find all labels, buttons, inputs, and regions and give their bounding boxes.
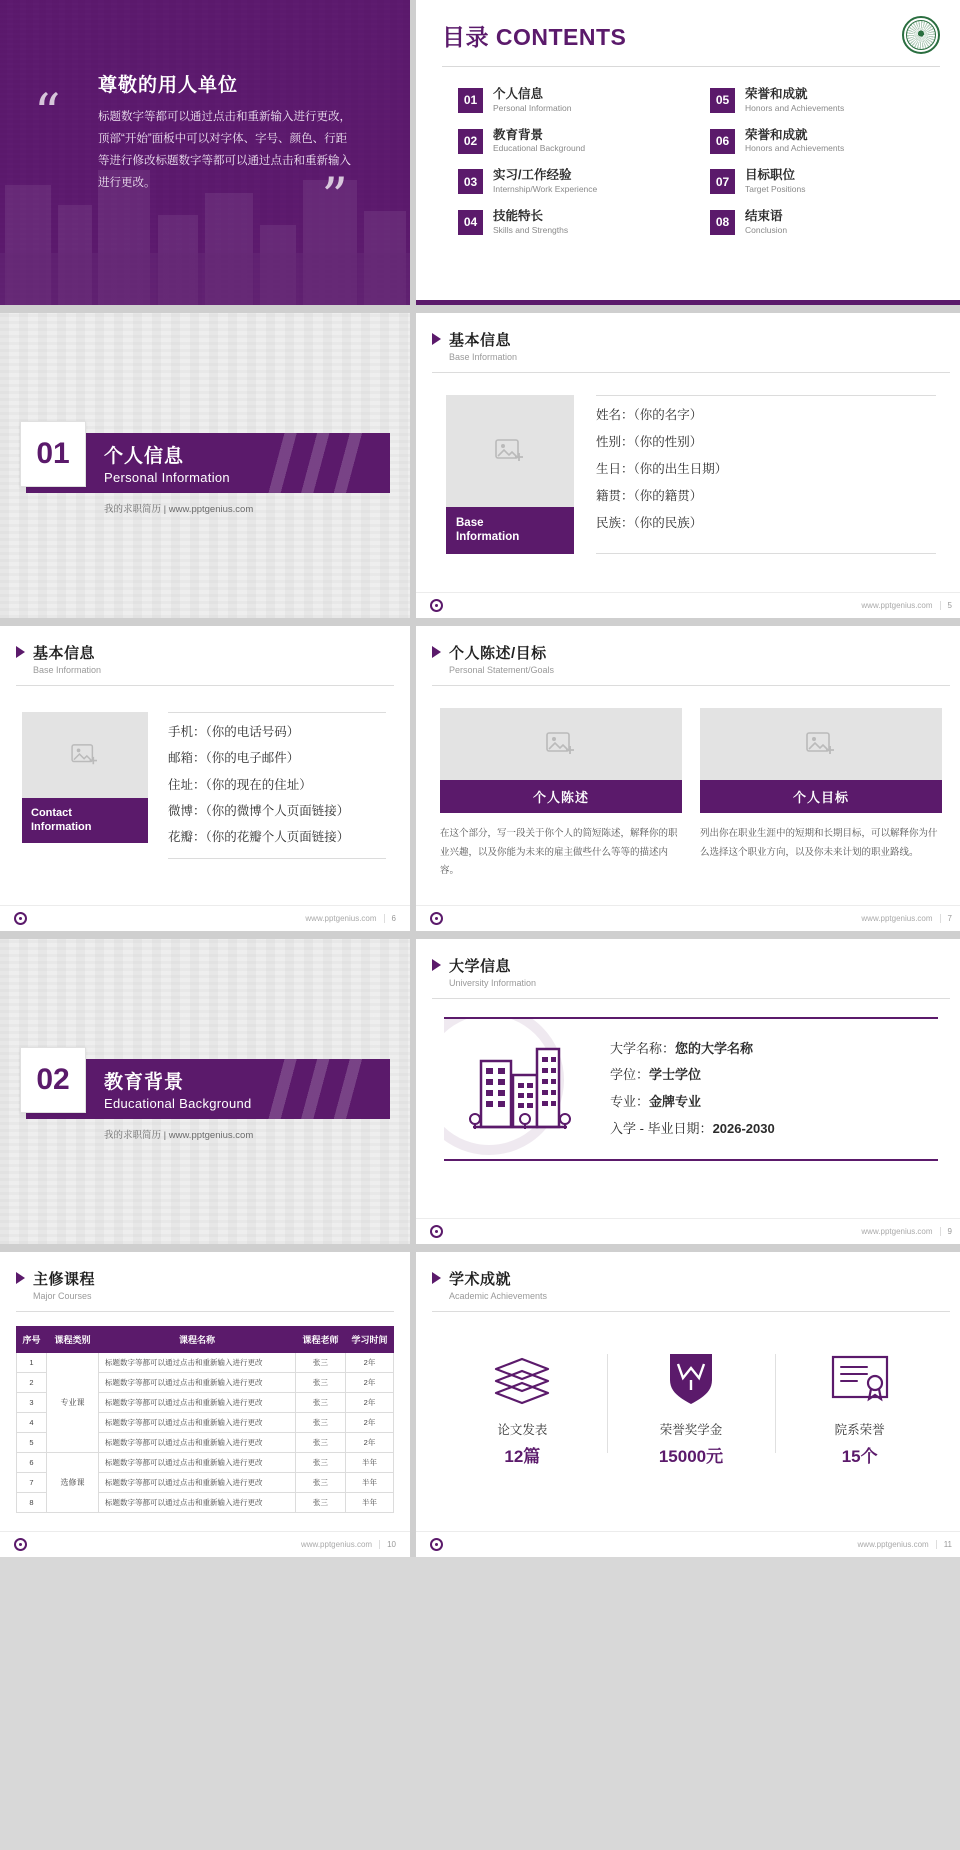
slide-contents — [416, 0, 960, 305]
achievement-item — [775, 1348, 944, 1467]
base-field[interactable]: 生日：（你的出生日期） — [596, 461, 728, 476]
photo-caption — [446, 507, 574, 554]
cover-body: 标题数字等都可以通过点击和重新输入进行更改，顶部“开始”面板中可以对字体、字号、颜色、行距等进行修改标题数字等都可以通过点击和重新输入进行更改。 — [98, 111, 351, 189]
contents-header — [416, 0, 960, 54]
header-title-en: Personal Statement/Goals — [449, 665, 555, 675]
toc-label-en: Conclusion — [745, 224, 788, 235]
slide-university-information — [416, 939, 960, 1244]
base-field[interactable]: 姓名：（你的名字） — [596, 408, 703, 422]
toc-number: 03 — [458, 169, 483, 194]
photo-caption — [22, 798, 148, 843]
cell-no: 4 — [17, 1413, 47, 1433]
medal-glyph — [664, 1350, 718, 1408]
university-field[interactable] — [610, 1089, 928, 1116]
footer-site: www.pptgenius.com — [300, 1540, 373, 1549]
field-value: 学士学位 — [649, 1067, 702, 1083]
base-field[interactable]: 民族：（你的民族） — [596, 515, 703, 530]
building-icon — [467, 1035, 571, 1143]
cell-no: 1 — [17, 1353, 47, 1373]
field-label: 大学名称： — [610, 1040, 676, 1056]
slide-contact-information — [0, 626, 410, 931]
cell-teacher: 张三 — [296, 1453, 346, 1473]
image-placeholder-icon — [806, 731, 836, 757]
toc-item[interactable] — [710, 209, 932, 236]
slide-footer — [416, 1218, 960, 1244]
contents-title — [442, 19, 626, 52]
achievements-list — [416, 1312, 960, 1467]
toc-label-cn: 结束语 — [745, 209, 783, 224]
contents-title-cn: 目录 — [442, 23, 489, 50]
footer-logo-icon — [430, 599, 443, 612]
achievement-item — [438, 1348, 607, 1467]
contact-field[interactable]: 住址：（你的现在的住址） — [168, 777, 312, 792]
photo-caption-line1: Base — [456, 517, 484, 529]
table-row[interactable] — [17, 1353, 394, 1373]
cell-teacher: 张三 — [296, 1473, 346, 1493]
column-header-time: 学习时间 — [346, 1327, 394, 1353]
triangle-bullet-icon — [16, 646, 25, 658]
divider-subtitle: 我的求职简历 | www.pptgenius.com — [104, 504, 254, 515]
base-info-body — [416, 373, 960, 554]
footer-site: www.pptgenius.com — [305, 914, 377, 923]
footer-logo-icon — [430, 1225, 443, 1238]
section-header — [416, 1252, 960, 1301]
cell-time: 半年 — [346, 1493, 394, 1513]
triangle-bullet-icon — [432, 959, 441, 971]
contact-field[interactable]: 花瓣：（你的花瓣个人页面链接） — [168, 830, 350, 844]
toc-label-cn: 教育背景 — [493, 127, 544, 142]
statement-text: 在这个部分，写一段关于你个人的简短陈述，解释你的职业兴趣，以及你能为未来的雇主做些什么等等的描述内容。 — [440, 828, 678, 877]
slide-footer — [416, 905, 960, 931]
photo-caption-line2: Information — [31, 821, 92, 834]
cell-teacher: 张三 — [296, 1373, 346, 1393]
header-title-en: University Information — [449, 978, 537, 988]
section-header — [416, 626, 960, 675]
cell-name: 标题数字等都可以通过点击和重新输入进行更改 — [99, 1393, 296, 1413]
cell-category: 专业课 — [47, 1353, 99, 1453]
toc-label-cn: 荣誉和成就 — [745, 127, 808, 142]
toc-label-en: Honors and Achievements — [745, 102, 845, 113]
cell-time: 半年 — [346, 1473, 394, 1493]
slide-base-information — [416, 313, 960, 618]
photo-placeholder[interactable] — [700, 708, 942, 780]
university-seal-icon — [902, 16, 940, 54]
toc-item[interactable] — [710, 128, 932, 155]
cell-no: 5 — [17, 1433, 47, 1453]
header-title-cn: 主修课程 — [33, 1271, 96, 1288]
contact-body — [0, 686, 410, 859]
certificate-glyph — [830, 1353, 890, 1405]
toc-number: 08 — [710, 210, 735, 235]
achievement-label: 院系荣誉 — [834, 1423, 885, 1437]
divider-title-en: Personal Information — [104, 470, 230, 485]
field-value: 金牌专业 — [649, 1094, 702, 1109]
triangle-bullet-icon — [16, 1272, 25, 1284]
contact-photo-card — [22, 712, 148, 859]
achievement-value: 15个 — [841, 1447, 878, 1466]
cell-no: 6 — [17, 1453, 47, 1473]
field-value: 2026-2030 — [712, 1120, 775, 1136]
divider-titles — [104, 1067, 252, 1111]
cover-title: 尊敬的用人单位 — [98, 75, 239, 96]
toc-number: 04 — [458, 210, 483, 235]
table-row[interactable] — [17, 1453, 394, 1473]
slide-academic-achievements — [416, 1252, 960, 1557]
divider-slash-decoration — [260, 433, 380, 493]
column-header-teacher: 课程老师 — [296, 1327, 346, 1353]
cell-name: 标题数字等都可以通过点击和重新输入进行更改 — [99, 1373, 296, 1393]
certificate-icon — [781, 1348, 938, 1410]
toc-label-en: Skills and Strengths — [493, 224, 569, 235]
divider-number: 01 — [20, 421, 86, 487]
field-label: 入学 - 毕业日期： — [610, 1120, 713, 1136]
quote-close-icon: ” — [321, 168, 348, 228]
footer-site: www.pptgenius.com — [861, 914, 933, 923]
toc-item[interactable] — [458, 209, 680, 236]
toc-item[interactable] — [458, 168, 680, 195]
contact-field[interactable]: 微博：（你的微博个人页面链接） — [168, 803, 350, 818]
toc-label-cn: 荣誉和成就 — [745, 87, 808, 101]
toc-number: 02 — [458, 129, 483, 154]
cell-teacher: 张三 — [296, 1493, 346, 1513]
footer-page-number: 10 — [379, 1540, 396, 1549]
toc-number: 06 — [710, 129, 735, 154]
photo-placeholder[interactable] — [440, 708, 682, 780]
cell-name: 标题数字等都可以通过点击和重新输入进行更改 — [99, 1493, 296, 1513]
statement-text: 列出你在职业生涯中的短期和长期目标，可以解释你为什么选择这个职业方向，以及你未来计划的职业路线。 — [700, 828, 938, 858]
contents-list — [416, 67, 960, 236]
university-field[interactable] — [610, 1116, 928, 1143]
courses-table — [16, 1326, 394, 1513]
divider-title-cn: 教育背景 — [104, 1072, 185, 1093]
toc-label-en: Personal Information — [493, 102, 572, 113]
footer-logo-icon — [430, 1538, 443, 1551]
toc-label-en: Internship/Work Experience — [493, 183, 598, 194]
university-card — [444, 1017, 938, 1161]
footer-page-number: 5 — [940, 601, 952, 610]
slide-cover — [0, 0, 410, 305]
achievement-label: 论文发表 — [497, 1423, 548, 1437]
cell-no: 2 — [17, 1373, 47, 1393]
image-placeholder-icon — [495, 438, 525, 464]
photo-placeholder[interactable] — [446, 395, 574, 507]
quote-open-icon: “ — [34, 84, 61, 144]
statement-column — [700, 708, 942, 881]
cell-time: 2年 — [346, 1353, 394, 1373]
footer-logo-icon — [14, 1538, 27, 1551]
footer-page-number: 9 — [940, 1227, 952, 1236]
slide-personal-statement — [416, 626, 960, 931]
divider-titles — [104, 441, 230, 485]
header-title-en: Academic Achievements — [449, 1291, 548, 1301]
statement-caption: 个人陈述 — [440, 780, 682, 813]
slide-major-courses — [0, 1252, 410, 1557]
university-field[interactable] — [610, 1036, 928, 1063]
base-field[interactable]: 性别：（你的性别） — [596, 434, 703, 449]
university-building-illustration — [454, 1035, 584, 1143]
toc-item[interactable] — [710, 168, 932, 195]
footer-logo-icon — [430, 912, 443, 925]
divider-number: 02 — [20, 1047, 86, 1113]
cell-teacher: 张三 — [296, 1393, 346, 1413]
cell-name: 标题数字等都可以通过点击和重新输入进行更改 — [99, 1433, 296, 1453]
cell-name: 标题数字等都可以通过点击和重新输入进行更改 — [99, 1353, 296, 1373]
achievement-label: 荣誉奖学金 — [659, 1423, 723, 1437]
slide-footer — [0, 905, 410, 931]
toc-item[interactable] — [458, 87, 680, 114]
field-value: 您的大学名称 — [675, 1040, 754, 1056]
achievement-value: 15000元 — [658, 1447, 724, 1466]
section-header — [416, 313, 960, 362]
medal-icon — [613, 1348, 770, 1410]
cell-teacher: 张三 — [296, 1353, 346, 1373]
photo-caption-line1: Contact — [31, 807, 72, 819]
statement-column — [440, 708, 682, 881]
books-glyph — [490, 1353, 554, 1405]
base-info-fields — [596, 395, 936, 554]
header-title-en: Major Courses — [33, 1291, 92, 1301]
header-title-cn: 个人陈述/目标 — [449, 645, 547, 662]
cell-name: 标题数字等都可以通过点击和重新输入进行更改 — [99, 1453, 296, 1473]
section-header — [416, 939, 960, 988]
cell-teacher: 张三 — [296, 1433, 346, 1453]
contact-fields — [168, 712, 386, 859]
base-photo-card — [446, 395, 574, 554]
section-header — [0, 1252, 410, 1301]
cell-no: 7 — [17, 1473, 47, 1493]
photo-caption-line2: Information — [456, 531, 520, 544]
books-icon — [444, 1348, 601, 1410]
divider-title-en: Educational Background — [104, 1096, 252, 1111]
cell-teacher: 张三 — [296, 1413, 346, 1433]
contents-title-en: CONTENTS — [495, 23, 627, 50]
contents-bottom-bar — [416, 300, 960, 305]
cell-time: 2年 — [346, 1373, 394, 1393]
footer-page-number: 6 — [384, 914, 396, 923]
column-header-name: 课程名称 — [99, 1327, 296, 1353]
field-label: 学位： — [610, 1067, 650, 1083]
header-title-en: Base Information — [449, 352, 518, 362]
cell-time: 2年 — [346, 1393, 394, 1413]
header-title-en: Base Information — [33, 665, 102, 675]
cell-name: 标题数字等都可以通过点击和重新输入进行更改 — [99, 1413, 296, 1433]
triangle-bullet-icon — [432, 1272, 441, 1284]
cell-no: 3 — [17, 1393, 47, 1413]
footer-logo-icon — [14, 912, 27, 925]
university-fields — [610, 1036, 928, 1143]
toc-label-cn: 技能特长 — [493, 209, 544, 224]
cell-time: 2年 — [346, 1413, 394, 1433]
toc-item[interactable] — [710, 87, 932, 114]
toc-label-cn: 实习/工作经验 — [493, 168, 572, 183]
header-title-cn: 学术成就 — [449, 1271, 512, 1288]
header-title-cn: 基本信息 — [33, 645, 96, 662]
cell-time: 半年 — [346, 1453, 394, 1473]
toc-label-en: Educational Background — [493, 143, 586, 154]
column-header-no: 序号 — [17, 1327, 47, 1353]
header-title-cn: 基本信息 — [449, 332, 512, 349]
cell-name: 标题数字等都可以通过点击和重新输入进行更改 — [99, 1473, 296, 1493]
footer-site: www.pptgenius.com — [861, 1227, 933, 1236]
cell-time: 2年 — [346, 1433, 394, 1453]
triangle-bullet-icon — [432, 646, 441, 658]
university-field[interactable] — [610, 1062, 928, 1089]
footer-site: www.pptgenius.com — [857, 1540, 929, 1549]
toc-number: 07 — [710, 169, 735, 194]
column-header-category: 课程类别 — [47, 1327, 99, 1353]
header-divider — [16, 1311, 394, 1312]
footer-page-number: 7 — [940, 914, 952, 923]
table-header-row — [17, 1327, 394, 1353]
header-divider — [432, 998, 950, 999]
statement-caption: 个人目标 — [700, 780, 942, 813]
toc-label-en: Honors and Achievements — [745, 143, 845, 154]
achievement-value: 12篇 — [504, 1447, 541, 1466]
toc-number: 05 — [710, 88, 735, 113]
achievement-item — [607, 1348, 776, 1467]
statement-body — [416, 686, 960, 881]
toc-label-en: Target Positions — [745, 183, 806, 194]
image-placeholder-icon — [71, 743, 99, 767]
footer-site: www.pptgenius.com — [861, 601, 933, 610]
toc-label-cn: 个人信息 — [493, 87, 544, 101]
slide-footer — [0, 1531, 410, 1557]
section-header — [0, 626, 410, 675]
contact-field[interactable]: 手机：（你的电话号码） — [168, 725, 300, 739]
slide-footer — [416, 592, 960, 618]
cell-category: 选修课 — [47, 1453, 99, 1513]
base-field[interactable]: 籍贯：（你的籍贯） — [596, 488, 703, 503]
header-title-cn: 大学信息 — [449, 958, 512, 975]
cell-no: 8 — [17, 1493, 47, 1513]
slide-footer — [416, 1531, 960, 1557]
slide-section-divider-personal — [0, 313, 410, 618]
divider-slash-decoration — [260, 1059, 380, 1119]
image-placeholder-icon — [546, 731, 576, 757]
toc-item[interactable] — [458, 128, 680, 155]
divider-subtitle: 我的求职简历 | www.pptgenius.com — [104, 1130, 254, 1141]
toc-label-cn: 目标职位 — [745, 168, 796, 183]
triangle-bullet-icon — [432, 333, 441, 345]
footer-page-number: 11 — [936, 1540, 952, 1549]
photo-placeholder[interactable] — [22, 712, 148, 798]
field-label: 专业： — [610, 1094, 650, 1109]
divider-title-cn: 个人信息 — [104, 446, 185, 467]
toc-number: 01 — [458, 88, 483, 113]
contact-field[interactable]: 邮箱：（你的电子邮件） — [168, 751, 300, 766]
cover-text-block — [0, 0, 410, 305]
slide-section-divider-education — [0, 939, 410, 1244]
